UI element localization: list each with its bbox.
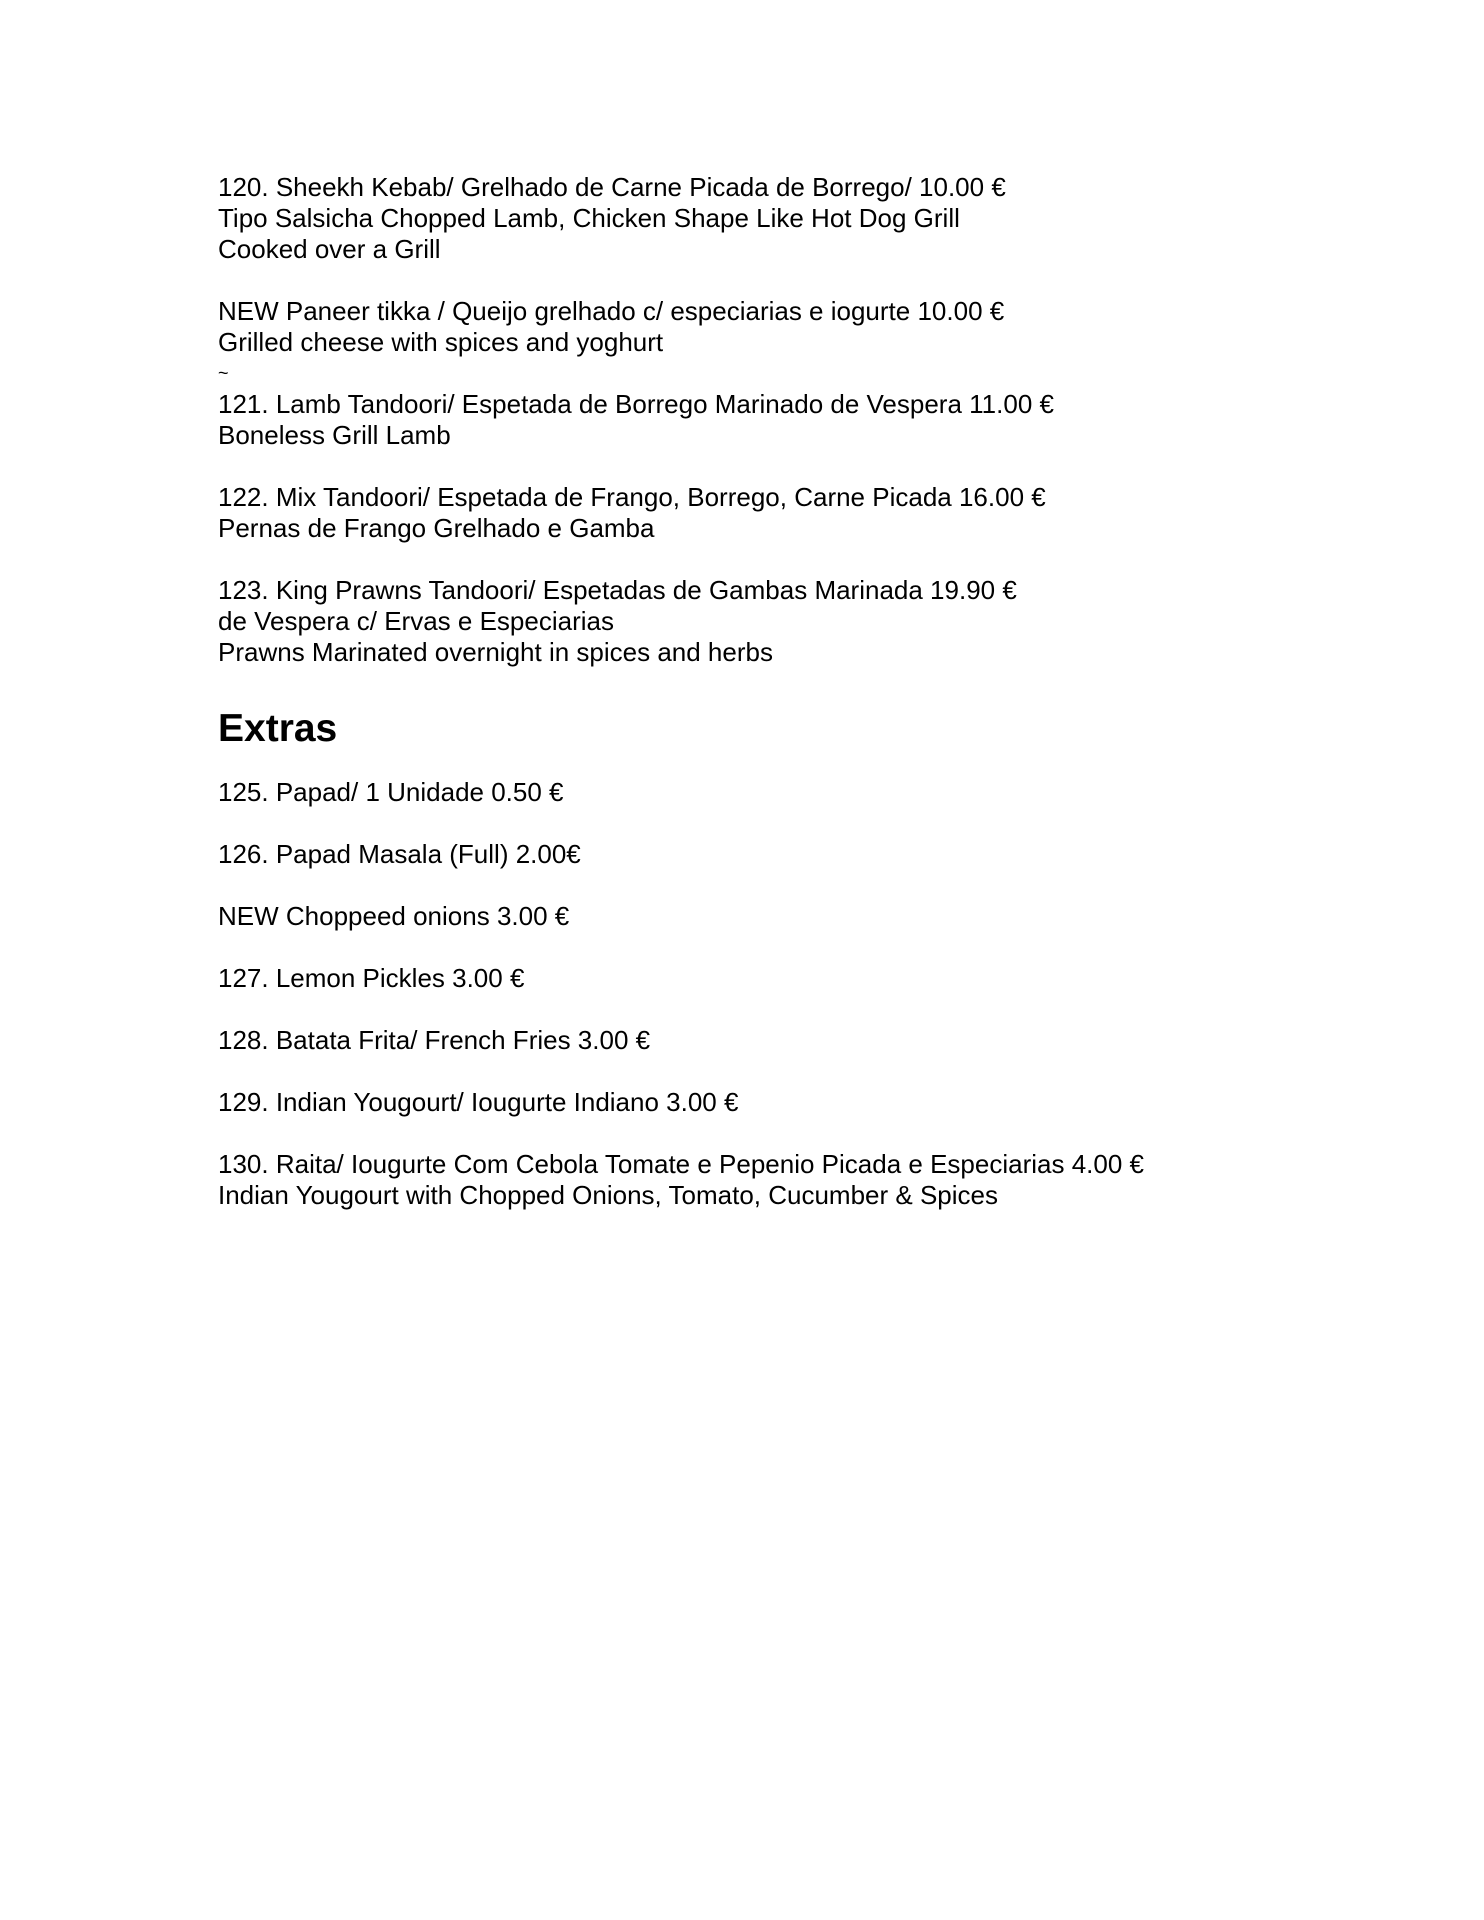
menu-item [218,482,1278,544]
item-line: de Vespera c/ Ervas e Especiarias [218,606,614,636]
item-line: NEW Paneer tikka / Queijo grelhado c/ especiarias e iogurte 10.00 € [218,296,1005,326]
list-item: 127. Lemon Pickles 3.00 € [218,963,525,993]
item-line: 122. Mix Tandoori/ Espetada de Frango, Borrego, Carne Picada 16.00 € [218,482,1046,512]
menu-item [218,172,1278,265]
item-line: Grilled cheese with spices and yoghurt [218,327,664,357]
separator-tilde: ~ [218,363,229,383]
item-line: Cooked over a Grill [218,234,441,264]
list-item: NEW Choppeed onions 3.00 € [218,901,570,931]
menu-item [218,575,1278,668]
list-item: 130. Raita/ Iougurte Com Cebola Tomate e Pepenio Picada e Especiarias 4.00 € [218,1149,1144,1179]
item-line: 120. Sheekh Kebab/ Grelhado de Carne Picada de Borrego/ 10.00 € [218,172,1006,202]
list-item: 129. Indian Yougourt/ Iougurte Indiano 3.00 € [218,1087,739,1117]
menu-item [218,296,1278,451]
item-line: 123. King Prawns Tandoori/ Espetadas de Gambas Marinada 19.90 € [218,575,1017,605]
item-line: Pernas de Frango Grelhado e Gamba [218,513,655,543]
list-item: 126. Papad Masala (Full) 2.00€ [218,839,581,869]
menu-page [218,172,1278,1211]
item-line: Tipo Salsicha Chopped Lamb, Chicken Shape Like Hot Dog Grill [218,203,960,233]
extras-list [218,777,1278,1211]
section-heading-extras: Extras [218,707,338,750]
list-item: 125. Papad/ 1 Unidade 0.50 € [218,777,564,807]
item-line: Prawns Marinated overnight in spices and herbs [218,637,773,667]
list-item: Indian Yougourt with Chopped Onions, Tomato, Cucumber & Spices [218,1180,998,1210]
item-line: 121. Lamb Tandoori/ Espetada de Borrego Marinado de Vespera 11.00 € [218,389,1054,419]
item-line: Boneless Grill Lamb [218,420,451,450]
list-item: 128. Batata Frita/ French Fries 3.00 € [218,1025,651,1055]
